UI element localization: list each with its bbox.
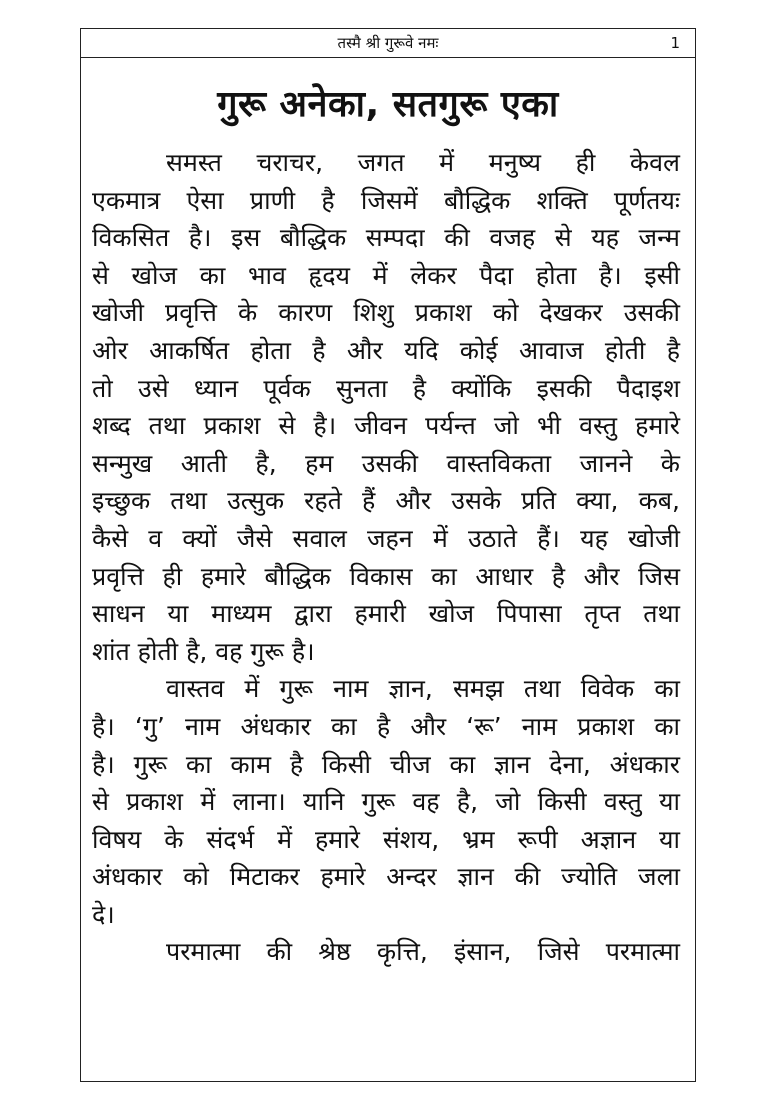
text-line: परमात्मा की श्रेष्ठ कृत्ति, इंसान, जिसे परमात्मा xyxy=(166,937,680,967)
body-text xyxy=(92,144,680,971)
text-line: कैसे व क्यों जैसे सवाल जहन में उठाते हैं। यह खोजी xyxy=(92,523,680,553)
text-line: समस्त चराचर, जगत में मनुष्य ही केवल xyxy=(166,148,680,177)
text-line: दे। xyxy=(92,899,115,929)
text-line: एकमात्र ऐसा प्राणी है जिसमें बौद्धिक शक्ति पूर्णतयः xyxy=(92,185,680,215)
text-line: तो उसे ध्यान पूर्वक सुनता है क्योंकि इसकी पैदाइश xyxy=(92,373,680,403)
text-line: खोजी प्रवृत्ति के कारण शिशु प्रकाश को देखकर उसकी xyxy=(92,298,680,328)
text-line: से प्रकाश में लाना। यानि गुरू वह है, जो किसी वस्तु या xyxy=(92,787,680,817)
text-line: शब्द तथा प्रकाश से है। जीवन पर्यन्त जो भी वस्तु हमारे xyxy=(92,411,680,441)
text-line: अंधकार को मिटाकर हमारे अन्दर ज्ञान की ज्योति जला xyxy=(92,862,680,892)
text-line: है। गुरू का काम है किसी चीज का ज्ञान देना, अंधकार xyxy=(92,749,680,779)
text-line: विषय के संदर्भ में हमारे संशय, भ्रम रूपी अज्ञान या xyxy=(92,824,680,854)
text-line: सन्मुख आती है, हम उसकी वास्तविकता जानने के xyxy=(92,448,680,478)
text-line: से खोज का भाव हृदय में लेकर पैदा होता है। इसी xyxy=(92,260,680,290)
text-line: इच्छुक तथा उत्सुक रहते हैं और उसके प्रति क्या, कब, xyxy=(92,486,680,516)
chapter-title: गुरू अनेका, सतगुरू एका xyxy=(217,84,559,125)
text-line: साधन या माध्यम द्वारा हमारी खोज पिपासा तृप्त तथा xyxy=(92,599,680,629)
text-line: प्रवृत्ति ही हमारे बौद्धिक विकास का आधार है और जिस xyxy=(92,561,680,591)
text-line: शांत होती है, वह गुरू है। xyxy=(92,636,315,666)
running-header xyxy=(80,28,696,58)
running-title: तस्मै श्री गुरूवे नमः xyxy=(337,34,439,52)
text-line: वास्तव में गुरू नाम ज्ञान, समझ तथा विवेक का xyxy=(166,674,680,704)
page-number: 1 xyxy=(670,34,680,52)
text-line: विकसित है। इस बौद्धिक सम्पदा की वजह से यह जन्म xyxy=(92,223,680,253)
text-line: है। ‘गु’ नाम अंधकार का है और ‘रू’ नाम प्रकाश का xyxy=(92,711,680,741)
text-line: ओर आकर्षित होता है और यदि कोई आवाज होती है xyxy=(92,335,680,365)
